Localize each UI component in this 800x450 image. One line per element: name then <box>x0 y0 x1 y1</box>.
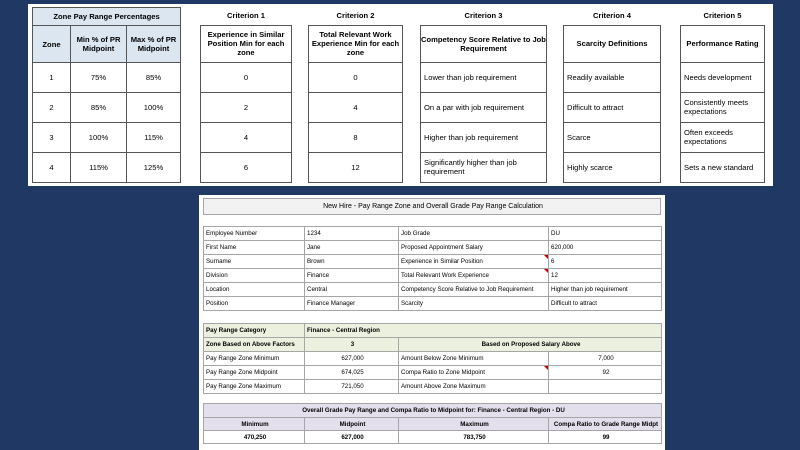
field-label: Competency Score Relative to Job Requirement <box>399 283 549 297</box>
criterion-2-value: 12 <box>309 152 403 182</box>
field-label: Division <box>204 269 305 283</box>
criterion-5-value: Often exceeds expectations <box>681 122 765 152</box>
table-row <box>204 366 662 380</box>
criterion-5-value: Sets a new standard <box>681 152 765 182</box>
criterion-3-value: On a par with job requirement <box>421 92 547 122</box>
field-label: Total Relevant Work Experience <box>399 269 549 283</box>
zone-cell: 4 <box>33 153 71 183</box>
zone-cell: 100% <box>127 93 181 123</box>
criterion-1-header: Experience in Similar Position Min for each zone <box>201 25 292 62</box>
field-value[interactable]: Central <box>305 283 399 297</box>
criterion-5-value: Needs development <box>681 62 765 92</box>
field-label: Experience in Similar Position <box>399 255 549 269</box>
zone-row-label: Pay Range Zone Midpoint <box>204 366 305 380</box>
table-row <box>33 63 181 93</box>
criterion-3-value: Significantly higher than job requirement <box>421 152 547 182</box>
zone-calc-table <box>203 323 662 394</box>
criterion-2-table <box>308 7 403 183</box>
table-row <box>204 255 662 269</box>
field-value[interactable]: 1234 <box>305 227 399 241</box>
criterion-4-table <box>563 7 661 183</box>
criterion-5-table <box>680 7 765 183</box>
zone-row-label: Pay Range Zone Maximum <box>204 380 305 394</box>
zone-header-min: Min % of PR Midpoint <box>71 26 127 63</box>
criterion-1-value: 4 <box>201 122 292 152</box>
table-row <box>204 241 662 255</box>
calc-title: New Hire - Pay Range Zone and Overall Grade Pay Range Calculation <box>204 199 661 215</box>
table-row <box>33 153 181 183</box>
table-row <box>33 93 181 123</box>
zone-cell: 75% <box>71 63 127 93</box>
table-row <box>204 352 662 366</box>
zone-cell: 85% <box>127 63 181 93</box>
overall-title: Overall Grade Pay Range and Compa Ratio to Midpoint for: Finance - Central Region - DU <box>204 404 662 418</box>
criterion-4-header: Scarcity Definitions <box>564 25 661 62</box>
criterion-4-value: Scarce <box>564 122 661 152</box>
zone-row-label: Amount Above Zone Maximum <box>399 380 549 394</box>
overall-header: Midpoint <box>305 418 399 431</box>
zone-row-label: Compa Ratio to Zone Midpoint <box>399 366 549 380</box>
criterion-3-value: Higher than job requirement <box>421 122 547 152</box>
criterion-2-title: Criterion 2 <box>336 11 375 21</box>
zone-row-value <box>549 380 662 394</box>
proposed-header: Based on Proposed Salary Above <box>399 338 662 352</box>
zone-percentages-table <box>32 7 181 183</box>
overall-header: Minimum <box>204 418 305 431</box>
field-value[interactable]: 6 <box>549 255 662 269</box>
zone-cell: 125% <box>127 153 181 183</box>
overall-value: 783,750 <box>399 431 549 444</box>
zone-row-value: 627,000 <box>305 352 399 366</box>
overall-value: 470,250 <box>204 431 305 444</box>
field-value[interactable]: 620,000 <box>549 241 662 255</box>
calculation-sheet <box>199 195 665 450</box>
criterion-4-title: Criterion 4 <box>593 11 631 21</box>
overall-value: 627,000 <box>305 431 399 444</box>
calc-title-table <box>203 198 661 215</box>
criterion-4-value: Highly scarce <box>564 152 661 182</box>
field-label: Location <box>204 283 305 297</box>
zone-label: Zone Based on Above Factors <box>204 338 305 352</box>
pay-range-category-value: Finance - Central Region <box>305 324 662 338</box>
field-label: Position <box>204 297 305 311</box>
field-label: Employee Number <box>204 227 305 241</box>
criterion-5-header: Performance Rating <box>681 25 765 62</box>
overall-value: 99 <box>549 431 662 444</box>
field-value[interactable]: Finance Manager <box>305 297 399 311</box>
criterion-5-value: Consistently meets expectations <box>681 92 765 122</box>
field-value[interactable]: Finance <box>305 269 399 283</box>
criterion-2-header: Total Relevant Work Experience Min for each zone <box>309 25 403 62</box>
field-value[interactable]: 12 <box>549 269 662 283</box>
table-row <box>204 227 662 241</box>
criterion-4-value: Difficult to attract <box>564 92 661 122</box>
pay-range-category-label: Pay Range Category <box>204 324 305 338</box>
zone-row-value: 7,000 <box>549 352 662 366</box>
field-label: Surname <box>204 255 305 269</box>
criterion-1-value: 6 <box>201 152 292 182</box>
field-value[interactable]: Jane <box>305 241 399 255</box>
zone-cell: 3 <box>33 123 71 153</box>
overall-header: Maximum <box>399 418 549 431</box>
zone-row-value: 92 <box>549 366 662 380</box>
criterion-3-title: Criterion 3 <box>464 11 503 21</box>
zone-row-label: Amount Below Zone Minimum <box>399 352 549 366</box>
field-value[interactable]: DU <box>549 227 662 241</box>
field-label: First Name <box>204 241 305 255</box>
criterion-1-value: 2 <box>201 92 292 122</box>
criterion-3-header: Competency Score Relative to Job Requirement <box>421 25 547 62</box>
criteria-panel <box>28 4 773 186</box>
field-label: Job Grade <box>399 227 549 241</box>
zone-cell: 85% <box>71 93 127 123</box>
criterion-4-value: Readily available <box>564 62 661 92</box>
zone-row-label: Pay Range Zone Minimum <box>204 352 305 366</box>
criterion-1-value: 0 <box>201 62 292 92</box>
table-row <box>204 283 662 297</box>
field-value[interactable]: Higher than job requirement <box>549 283 662 297</box>
table-row <box>204 380 662 394</box>
field-label: Scarcity <box>399 297 549 311</box>
table-row <box>33 123 181 153</box>
field-value[interactable]: Brown <box>305 255 399 269</box>
zone-row-value: 721,050 <box>305 380 399 394</box>
zone-header-zone: Zone <box>33 26 71 63</box>
table-row <box>204 269 662 283</box>
overall-grade-table <box>203 403 662 444</box>
zone-value: 3 <box>305 338 399 352</box>
zone-row-value: 674,025 <box>305 366 399 380</box>
criterion-3-table <box>420 7 547 183</box>
criterion-1-title: Criterion 1 <box>227 11 265 21</box>
criterion-2-value: 0 <box>309 62 403 92</box>
table-row <box>204 297 662 311</box>
employee-details-table <box>203 226 662 311</box>
zone-cell: 100% <box>71 123 127 153</box>
criterion-2-value: 4 <box>309 92 403 122</box>
zone-cell: 2 <box>33 93 71 123</box>
criterion-3-value: Lower than job requirement <box>421 62 547 92</box>
zone-cell: 115% <box>71 153 127 183</box>
overall-header: Compa Ratio to Grade Range Midpt <box>549 418 662 431</box>
criterion-1-table <box>200 7 292 183</box>
criterion-2-value: 8 <box>309 122 403 152</box>
zone-header-max: Max % of PR Midpoint <box>127 26 181 63</box>
zone-cell: 1 <box>33 63 71 93</box>
zone-table-title: Zone Pay Range Percentages <box>33 8 181 26</box>
field-value[interactable]: Difficult to attract <box>549 297 662 311</box>
field-label: Proposed Appointment Salary <box>399 241 549 255</box>
zone-cell: 115% <box>127 123 181 153</box>
criterion-5-title: Criterion 5 <box>703 11 742 21</box>
